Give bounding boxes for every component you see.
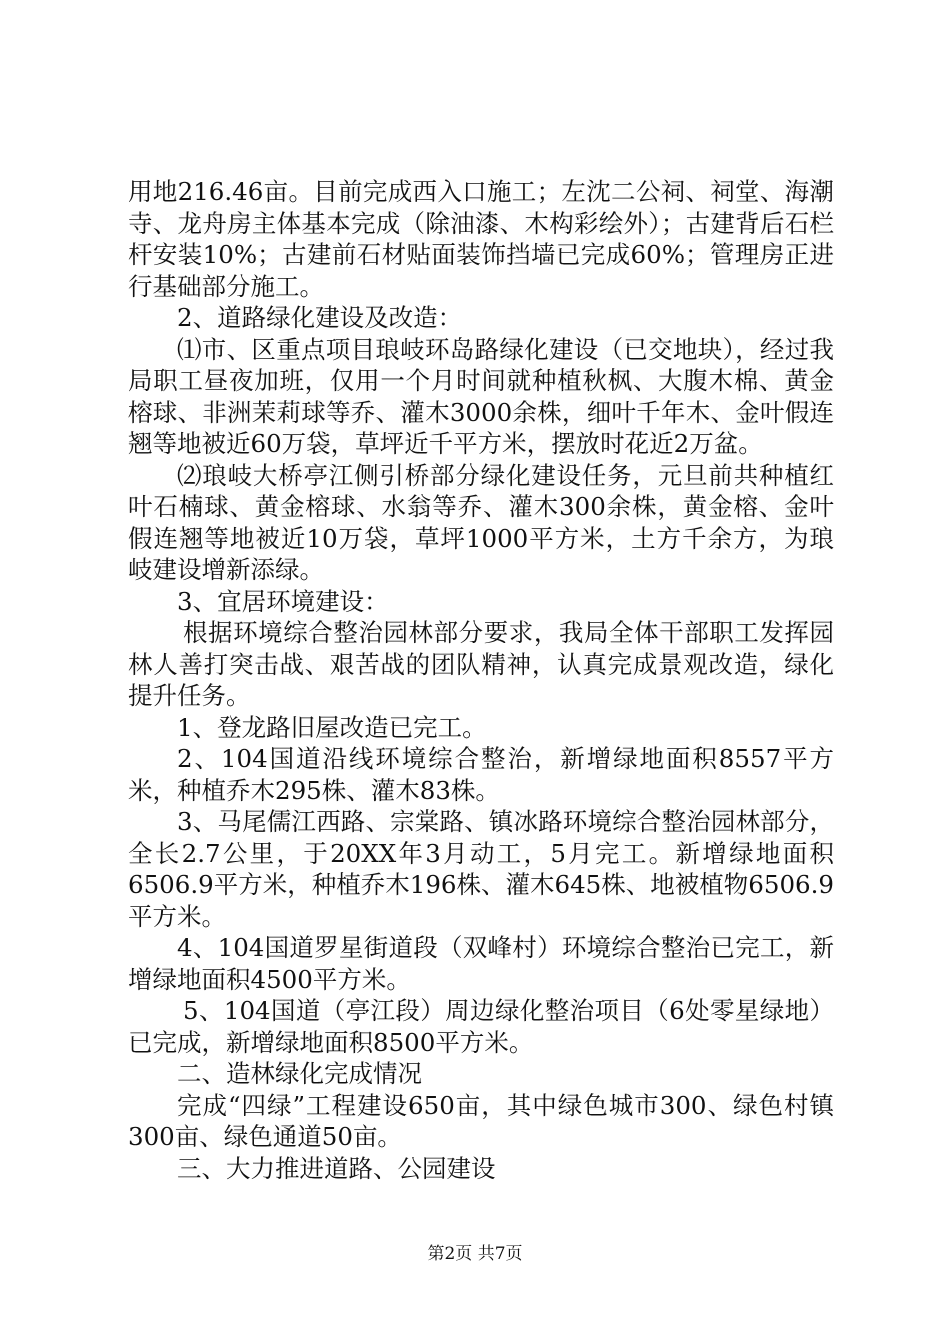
paragraph-bridge-greening: ⑵琅岐大桥亭江侧引桥部分绿化建设任务，元旦前共种植红叶石楠球、黄金榕球、水翁等乔、灌木300余株，黄金榕、金叶假连翘等地被近10万袋，草坪1000平方米，土方千余方，为琅岐建设增新添绿。 [128,460,834,584]
paragraph-mawei-roads: 3、马尾儒江西路、宗棠路、镇冰路环境综合整治园林部分，全长2.7公里，于20XX年3月动工，5月完工。新增绿地面积6506.9平方米，种植乔木196株、灌木645株、地被植物6506.9平方米。 [128,807,834,931]
paragraph-luoxing-street: 4、104国道罗星街道段（双峰村）环境综合整治已完工，新增绿地面积4500平方米。 [128,933,834,994]
paragraph-denglong-road: 1、登龙路旧屋改造已完工。 [177,712,487,742]
paragraph-environment-requirements: 根据环境综合整治园林部分要求，我局全体干部职工发挥园林人善打突击战、艰苦战的团队精神，认真完成景观改造，绿化提升任务。 [128,618,834,710]
heading-afforestation: 二、造林绿化完成情况 [177,1059,422,1088]
paragraph-national-road-104: 2、104国道沿线环境综合整治，新增绿地面积8557平方米，种植乔木295株、灌木83株。 [128,744,834,805]
heading-road-greening: 2、道路绿化建设及改造： [177,303,463,332]
paragraph-tingjiang-section: 5、104国道（亭江段）周边绿化整治项目（6处零星绿地）已完成，新增绿地面积8500平方米。 [128,996,834,1057]
document-body [128,176,834,1184]
page-number-footer: 第2页 共7页 [427,1244,523,1264]
heading-livable-environment: 3、宜居环境建设： [177,586,389,616]
paragraph-four-green-project: 完成“四绿”工程建设650亩，其中绿色城市300、绿色村镇300亩、绿色通道50亩。 [128,1090,834,1151]
paragraph-land-use: 用地216.46亩。目前完成西入口施工；左沈二公祠、祠堂、海潮寺、龙舟房主体基本完成（除油漆、木构彩绘外）；古建背后石栏杆安装10%；古建前石材贴面装饰挡墙已完成60%；管理房正进行基础部分施工。 [128,177,834,301]
paragraph-ring-road-greening: ⑴市、区重点项目琅岐环岛路绿化建设（已交地块），经过我局职工昼夜加班，仅用一个月时间就种植秋枫、大腹木棉、黄金榕球、非洲茉莉球等乔、灌木3000余株，细叶千年木、金叶假连翘等地被近60万袋，草坪近千平方米，摆放时花近2万盆。 [128,334,834,458]
heading-roads-parks: 三、大力推进道路、公园建设 [177,1153,496,1183]
